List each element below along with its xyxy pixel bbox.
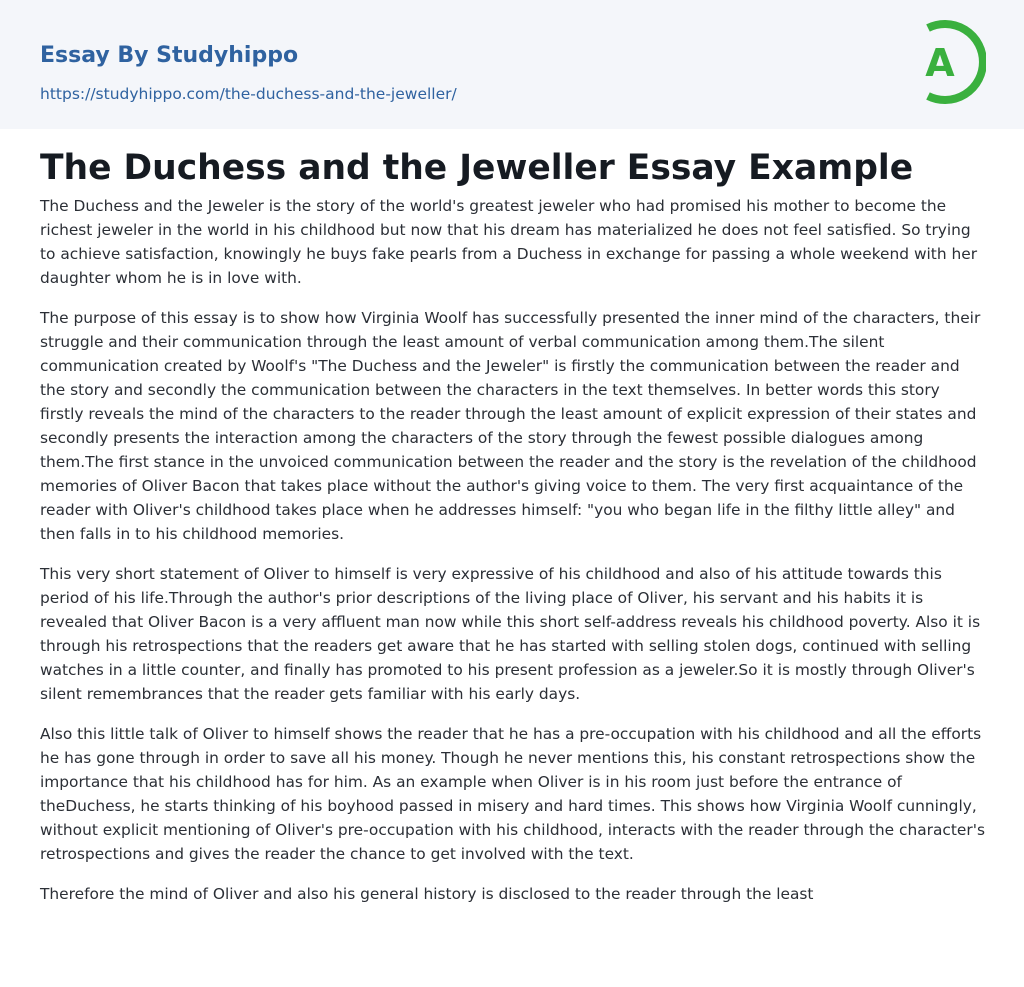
brand-title: Essay By Studyhippo <box>40 43 299 68</box>
paragraph: The purpose of this essay is to show how Virginia Woolf has successfully presented the inner mind of the characters, their struggle and their communication through the least amount of verbal communication among them.The silent communication created by Woolf's "The Duchess and the Jeweler" is firstly the communication between the reader and the story and secondly the communication between the characters in the text themselves. In better words this story firstly reveals the mind of the characters to the reader through the least amount of explicit expression of their states and secondly presents the interaction among the characters of the story through the fewest possible dialogues among them.The first stance in the unvoiced communication between the reader and the story is the revelation of the childhood memories of Oliver Bacon that takes place without the author's giving voice to them. The very first acquaintance of the reader with Oliver's childhood takes place when he addresses himself: "you who began life in the filthy little alley" and then falls in to his childhood memories. <box>40 309 981 543</box>
studyhippo-logo-icon[interactable] <box>912 19 986 105</box>
logo-letter: A <box>925 41 955 85</box>
site-header <box>0 0 1024 129</box>
paragraph: This very short statement of Oliver to himself is very expressive of his childhood and also of his attitude towards this period of his life.Through the author's prior descriptions of the living place of Oliver, his servant and his habits it is revealed that Oliver Bacon is a very affluent man now while this short self-address reveals his childhood poverty. Also it is through his retrospections that the readers get aware that he has started with selling stolen dogs, continued with selling watches in a little counter, and finally has promoted to his present profession as a jeweler.So it is mostly through Oliver's silent remembrances that the reader gets familiar with his early days. <box>40 565 981 703</box>
paragraph: The Duchess and the Jeweler is the story of the world's greatest jeweler who had promised his mother to become the richest jeweler in the world in his childhood but now that his dream has materialized he does not feel satisfied. So trying to achieve satisfaction, knowingly he buys fake pearls from a Duchess in exchange for passing a whole weekend with her daughter whom he is in love with. <box>40 197 978 287</box>
essay-url-link[interactable]: https://studyhippo.com/the-duchess-and-the-jeweller/ <box>40 85 457 103</box>
page-title: The Duchess and the Jeweller Essay Example <box>40 148 914 188</box>
paragraph: Also this little talk of Oliver to himself shows the reader that he has a pre-occupation with his childhood and all the efforts he has gone through in order to save all his money. Though he never mentions this, his constant retrospections show the importance that his childhood has for him. As an example when Oliver is in his room just before the entrance of theDuchess, he starts thinking of his boyhood passed in misery and hard times. This shows how Virginia Woolf cunningly, without explicit mentioning of Oliver's pre-occupation with his childhood, interacts with the reader through the character's retrospections and gives the reader the chance to get involved with the text. <box>40 725 985 863</box>
article-body <box>40 194 985 922</box>
paragraph: Therefore the mind of Oliver and also his general history is disclosed to the reader through the least <box>40 885 814 903</box>
